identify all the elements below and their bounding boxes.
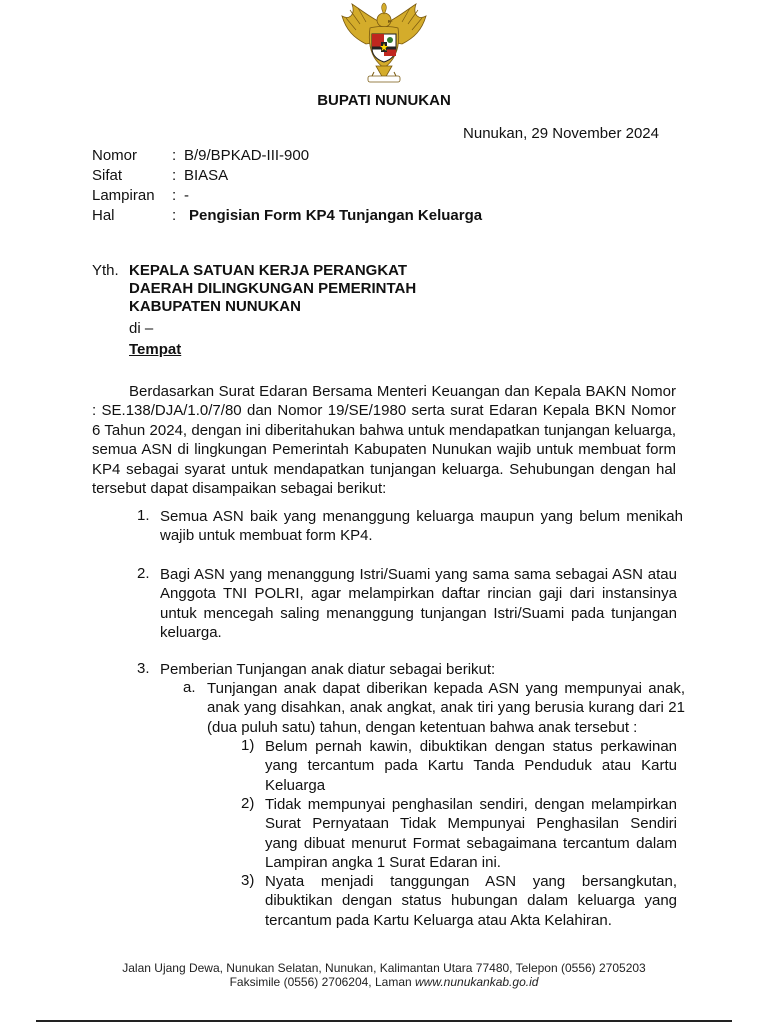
meta-label: Lampiran [92, 187, 155, 204]
recipient-prefix: Yth. [92, 262, 119, 279]
condition-text: Nyata menjadi tanggungan ASN yang bersangkutan, dibuktikan dengan status hubungan dalam keluarga yang tercantum pada Kartu Keluarga atau Akta Kelahiran. [265, 873, 677, 929]
item-number: 1. [137, 507, 150, 524]
condition-number: 3) [241, 872, 255, 889]
recipient-line: KEPALA SATUAN KERJA PERANGKAT [129, 262, 408, 279]
condition-text: Tidak mempunyai penghasilan sendiri, dengan melampirkan Surat Pernyataan Tidak Mempunyai Penghasilan Sendiri yang dibuat menurut Format sebagaimana tercantum dalam Lampiran angka 1 Surat Edaran ini. [265, 796, 677, 872]
meta-label: Sifat [92, 167, 123, 184]
meta-colon: : [172, 147, 177, 164]
recipient-place: Tempat [129, 341, 182, 358]
recipient-line: DAERAH DILINGKUNGAN PEMERINTAH [129, 280, 417, 297]
meta-label: Nomor [92, 147, 138, 164]
condition-number: 1) [241, 737, 255, 754]
condition-text: Belum pernah kawin, dibuktikan dengan status perkawinan yang tercantum pada Kartu Tanda Penduduk atau Kartu Keluarga [265, 738, 677, 794]
meta-value: B/9/BPKAD-III-900 [184, 147, 310, 164]
meta-value-subject: Pengisian Form KP4 Tunjangan Keluarga [189, 207, 483, 224]
meta-value: BIASA [184, 167, 229, 184]
condition-number: 2) [241, 795, 255, 812]
meta-colon: : [172, 207, 177, 224]
meta-colon: : [172, 167, 177, 184]
footer-fax: Faksimile (0556) 2706204, Laman [229, 975, 415, 989]
garuda-pancasila-emblem [338, 2, 430, 88]
item-text: Bagi ASN yang menanggung Istri/Suami yang sama sama sebagai ASN atau Anggota TNI POLRI, agar melampirkan daftar rincian gaji dari instansinya untuk mencegah saling menanggung tunjangan Istri/Suami pada tunjangan keluarga. [160, 566, 677, 642]
item-number: 2. [137, 565, 150, 582]
item-number: 3. [137, 660, 150, 677]
subitem-text: Tunjangan anak dapat diberikan kepada ASN yang mempunyai anak, anak yang disahkan, anak angkat, anak tiri yang berusia kurang dari 21 (dua puluh satu) tahun, dengan ketentuan bahwa anak tersebut : [207, 680, 685, 736]
subitem-letter: a. [183, 679, 196, 696]
meta-label: Hal [92, 207, 115, 224]
footer-divider [36, 1020, 732, 1022]
recipient-line: KABUPATEN NUNUKAN [129, 298, 301, 315]
item-text: Pemberian Tunjangan anak diatur sebagai berikut: [160, 661, 496, 678]
body-paragraph: Berdasarkan Surat Edaran Bersama Menteri Keuangan dan Kepala BAKN Nomor : SE.138/DJA/1.0/7/80 dan Nomor 19/SE/1980 serta surat Edaran Kepala BKN Nomor 6 Tahun 2024, dengan ini diberitahukan bahwa untuk mendapatkan tunjangan keluarga, semua ASN di lingkungan Pemerintah Kabupaten Nunukan wajib untuk membuat form KP4 sebagai syarat untuk mendapatkan tunjangan keluarga. Sehubungan dengan hal tersebut dapat disampaikan sebagai berikut: [92, 383, 676, 498]
item-text: Semua ASN baik yang menanggung keluarga maupun yang belum menikah wajib untuk membuat form KP4. [160, 508, 683, 545]
recipient-di: di – [129, 320, 154, 337]
meta-value: - [184, 187, 189, 204]
footer-address: Jalan Ujang Dewa, Nunukan Selatan, Nunukan, Kalimantan Utara 77480, Telepon (0556) 2705203 [122, 961, 646, 975]
footer-contact [0, 975, 768, 989]
letterhead-title: BUPATI NUNUKAN [317, 92, 451, 109]
letter-date: Nunukan, 29 November 2024 [463, 125, 659, 142]
meta-colon: : [172, 187, 177, 204]
footer-website-link[interactable]: www.nunukankab.go.id [415, 975, 539, 989]
